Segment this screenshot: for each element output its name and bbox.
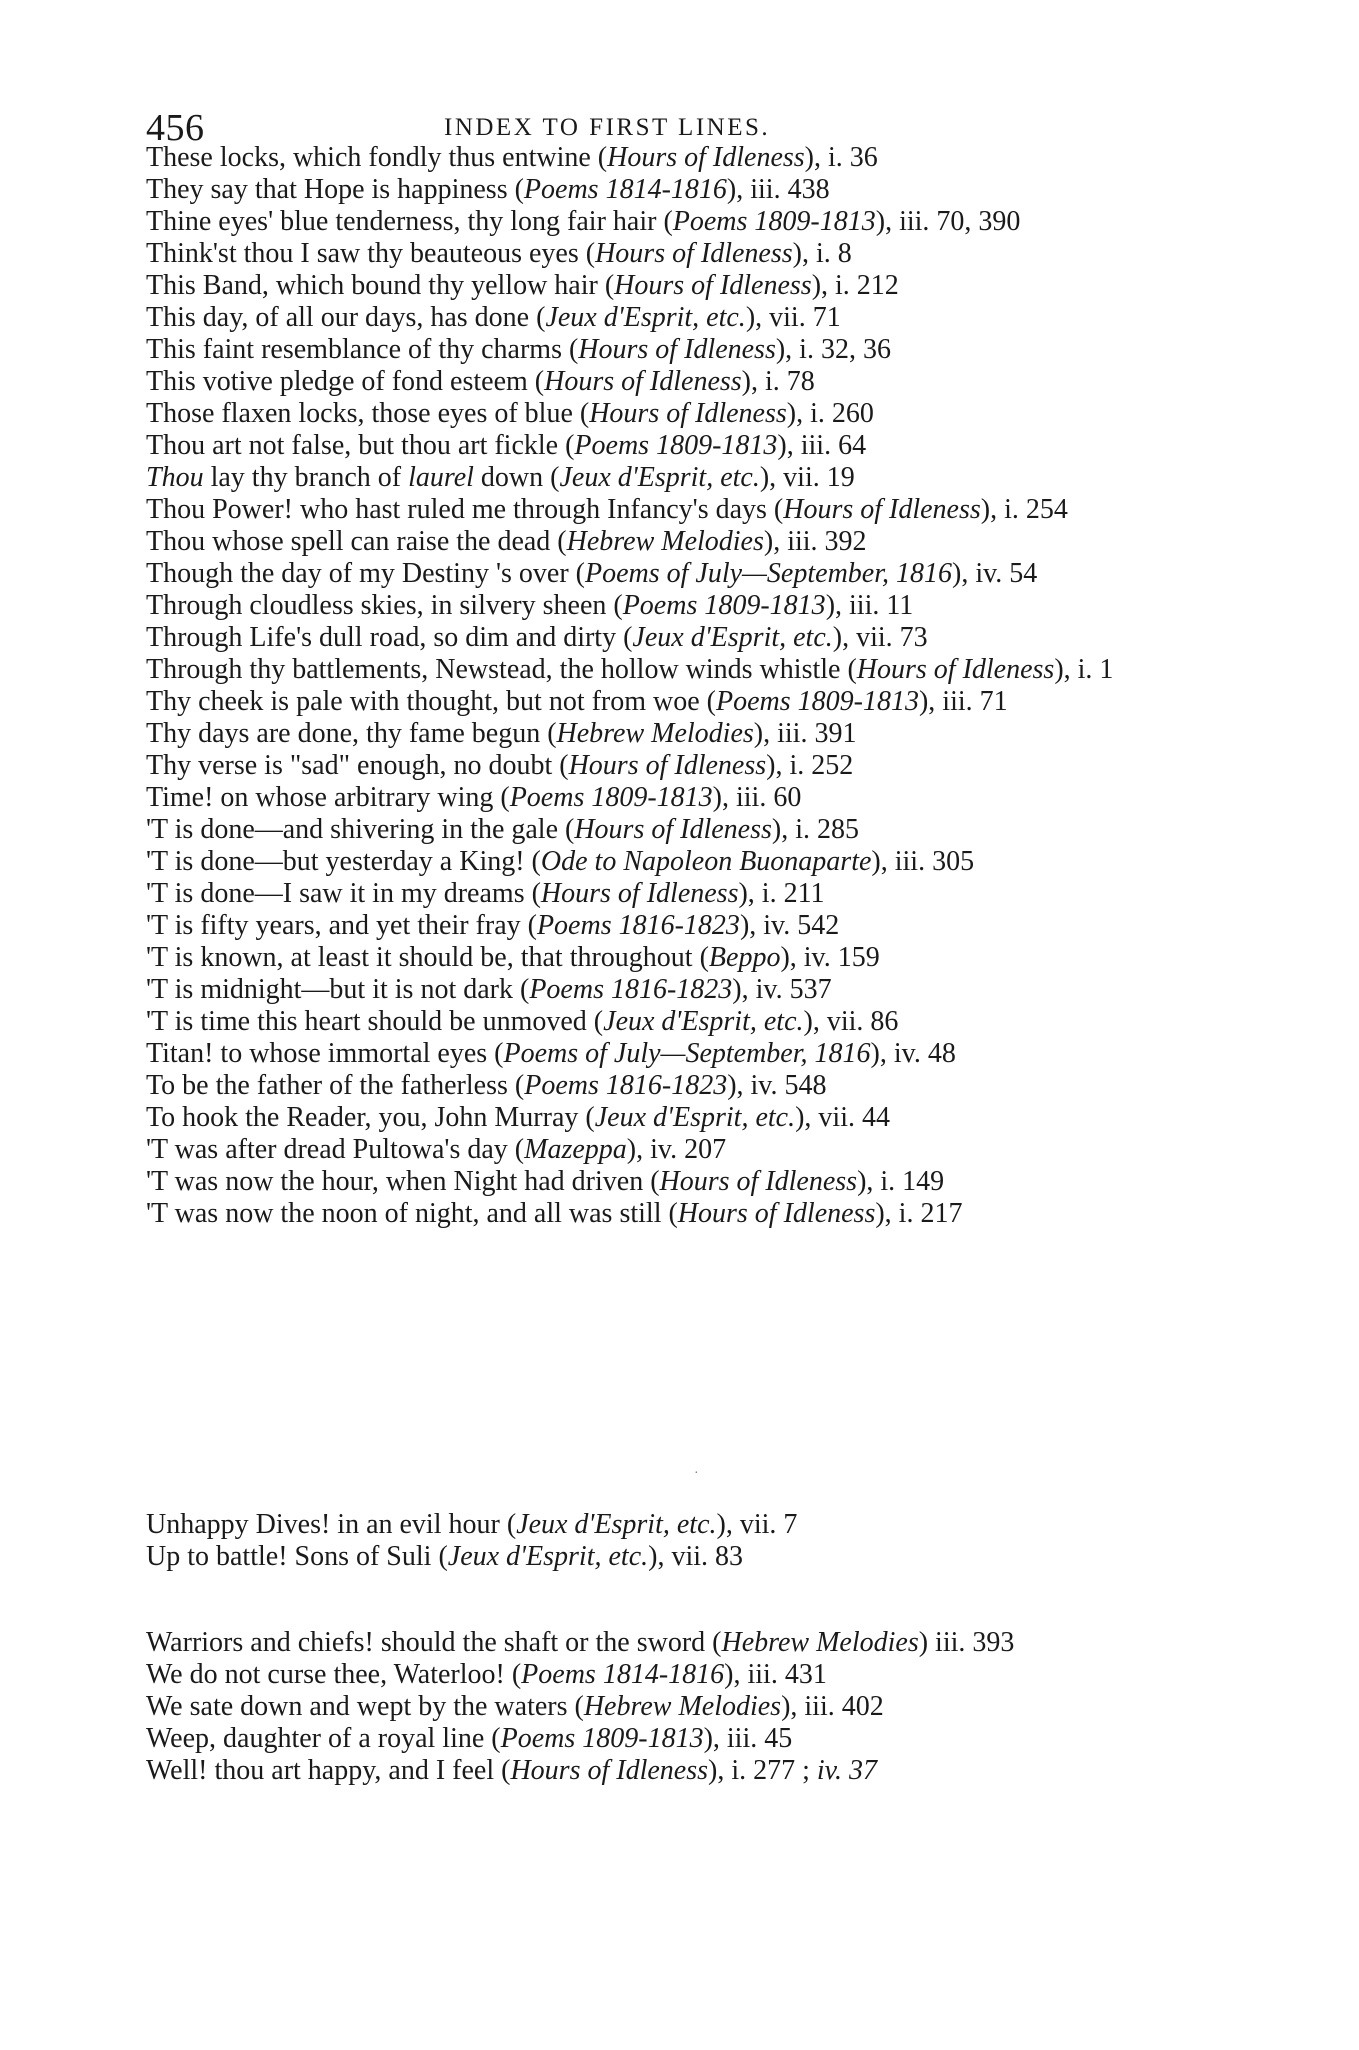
- entry-source: Poems 1809-1813: [716, 686, 919, 717]
- entry-reference: ) iii. 393: [918, 1627, 1015, 1658]
- running-title: INDEX TO FIRST LINES.: [444, 114, 771, 141]
- entry-source: Jeux d'Esprit, etc.: [516, 1509, 717, 1540]
- entry-source: Poems 1816-1823: [524, 1070, 728, 1101]
- entry-first-line: 'T is done—and shivering in the gale (: [146, 814, 575, 845]
- entry-first-line: 'T was now the noon of night, and all was still (: [146, 1198, 678, 1229]
- index-entry: [146, 1166, 1186, 1198]
- entry-reference: ), iv. 548: [727, 1070, 827, 1101]
- entry-reference: ), iii. 305: [871, 846, 975, 877]
- index-entry: [146, 782, 1186, 814]
- entry-reference: ), iii. 11: [825, 590, 914, 621]
- entry-source: Hours of Idleness: [783, 494, 981, 525]
- section-separator-dot: ·: [694, 1466, 699, 1481]
- index-entry: [146, 558, 1186, 590]
- entry-first-line: We do not curse thee, Waterloo! (: [146, 1659, 522, 1690]
- index-entry: [146, 1070, 1186, 1102]
- entry-reference: ), i. 277 ;: [708, 1755, 817, 1786]
- entry-first-line: This Band, which bound thy yellow hair (: [146, 270, 615, 301]
- entry-reference: ), i. 1: [1054, 654, 1114, 685]
- entry-first-line: They say that Hope is happiness (: [146, 174, 524, 205]
- entry-reference: ), iii. 392: [763, 526, 867, 557]
- entry-source: Hours of Idleness: [607, 142, 805, 173]
- entry-first-line: This votive pledge of fond esteem (: [146, 366, 545, 397]
- entry-first-line: This faint resemblance of thy charms (: [146, 334, 579, 365]
- entry-reference: ), i. 149: [857, 1166, 945, 1197]
- entry-source: Poems of July—September, 1816: [584, 558, 953, 589]
- entry-first-line: 'T is known, at least it should be, that throughout (: [146, 942, 709, 973]
- entry-reference: ), i. 212: [811, 270, 899, 301]
- entry-reference: ), i. 285: [771, 814, 859, 845]
- entry-source: Hours of Idleness: [540, 878, 739, 909]
- index-entry: [146, 1723, 1186, 1755]
- entry-first-line: Weep, daughter of a royal line (: [146, 1723, 501, 1754]
- entry-first-line: Thou Power! who hast ruled me through Infancy's days (: [146, 494, 784, 525]
- index-entry: [146, 1509, 1186, 1541]
- index-entry: [146, 1755, 1186, 1787]
- entry-reference: ), iii. 438: [726, 174, 830, 205]
- entry-source: Poems 1814-1816: [523, 174, 727, 205]
- entry-first-line: 'T is time this heart should be unmoved (: [146, 1006, 604, 1037]
- index-entry: [146, 1102, 1186, 1134]
- entry-first-line: Though the day of my Destiny 's over (: [146, 558, 585, 589]
- entry-first-line: Thine eyes' blue tenderness, thy long fair hair (: [146, 206, 673, 237]
- entry-reference: ), iv. 537: [732, 974, 832, 1005]
- entry-first-line: Titan! to whose immortal eyes (: [146, 1038, 504, 1069]
- entry-reference: ), vii. 73: [832, 622, 928, 653]
- entry-first-line: Unhappy Dives! in an evil hour (: [146, 1509, 517, 1540]
- index-entry: [146, 910, 1186, 942]
- index-entry: [146, 1006, 1186, 1038]
- index-entry: [146, 1038, 1186, 1070]
- entry-first-line: Time! on whose arbitrary wing (: [146, 782, 510, 813]
- page-number: 456: [146, 107, 205, 149]
- entry-reference: ), vii. 86: [803, 1006, 899, 1037]
- entry-reference: ), iv. 207: [626, 1134, 727, 1165]
- entry-reference: ), i. 260: [786, 398, 874, 429]
- entry-reference: ), iii. 402: [781, 1691, 884, 1722]
- index-entry: [146, 1691, 1186, 1723]
- entry-reference: ), iv. 542: [739, 910, 840, 941]
- entry-source: Hours of Idleness: [856, 654, 1055, 685]
- entry-first-line: This day, of all our days, has done (: [146, 302, 546, 333]
- entry-reference: ), iv. 159: [780, 942, 880, 973]
- index-entry: [146, 270, 1186, 302]
- entry-reference: ), vii. 7: [716, 1509, 798, 1540]
- entry-source: Jeux d'Esprit, etc.: [447, 1541, 649, 1572]
- index-section-w: [146, 1627, 1186, 1787]
- index-entry: [146, 142, 1186, 174]
- index-entry: [146, 622, 1186, 654]
- entry-source: Hours of Idleness: [544, 366, 742, 397]
- entry-first-line: These locks, which fondly thus entwine (: [146, 142, 608, 173]
- entry-first-line: Thou art not false, but thou art fickle (: [146, 430, 575, 461]
- entry-first-line: 'T was after dread Pultowa's day (: [146, 1134, 525, 1165]
- entry-reference: ), vii. 19: [759, 462, 855, 493]
- entry-source: Hours of Idleness: [568, 750, 767, 781]
- index-entry: [146, 366, 1186, 398]
- index-entry: [146, 718, 1186, 750]
- index-entry: [146, 814, 1186, 846]
- index-entry: [146, 590, 1186, 622]
- entry-source: Poems of July—September, 1816: [503, 1038, 871, 1069]
- index-entry: [146, 302, 1186, 334]
- entry-source: Poems 1809-1813: [622, 590, 826, 621]
- index-entry: [146, 462, 1186, 494]
- entry-source: Hebrew Melodies: [721, 1627, 919, 1658]
- entry-first-line: Through thy battlements, Newstead, the hollow winds whistle (: [146, 654, 857, 685]
- entry-first-line: Up to battle! Sons of Suli (: [146, 1541, 448, 1572]
- index-entry: [146, 206, 1186, 238]
- entry-first-line: Thy verse is "sad" enough, no doubt (: [146, 750, 569, 781]
- index-entry: [146, 334, 1186, 366]
- entry-first-line: 'T is done—but yesterday a King! (: [146, 846, 541, 877]
- index-entry: [146, 430, 1186, 462]
- entry-source: Mazeppa: [524, 1134, 627, 1165]
- entry-source: Hours of Idleness: [677, 1198, 876, 1229]
- entry-first-line: To be the father of the fatherless (: [146, 1070, 525, 1101]
- entry-source: Hours of Idleness: [574, 814, 772, 845]
- entry-reference: ), vii. 83: [648, 1541, 744, 1572]
- index-section-t: [146, 142, 1186, 1230]
- entry-first-line: 'T is fifty years, and yet their fray (: [146, 910, 537, 941]
- entry-source: Hours of Idleness: [659, 1166, 858, 1197]
- entry-source: Poems 1809-1813: [509, 782, 713, 813]
- entry-reference: ), iv. 54: [952, 558, 1038, 589]
- entry-reference: ), i. 32, 36: [775, 334, 891, 365]
- entry-first-line: lay thy branch of: [203, 462, 409, 493]
- index-entry: [146, 654, 1186, 686]
- entry-first-line: 'T is midnight—but it is not dark (: [146, 974, 530, 1005]
- entry-reference: ), iii. 431: [724, 1659, 827, 1690]
- entry-reference: ), iii. 70, 390: [875, 206, 1021, 237]
- index-entry: [146, 1134, 1186, 1166]
- index-entry: [146, 878, 1186, 910]
- entry-reference: ), i. 252: [766, 750, 854, 781]
- entry-first-line-italic: Thou: [146, 462, 204, 493]
- entry-source: Jeux d'Esprit, etc.: [632, 622, 833, 653]
- entry-reference: ), vii. 44: [795, 1102, 890, 1133]
- entry-reference: ), iii. 45: [703, 1723, 793, 1754]
- entry-source: Hours of Idleness: [595, 238, 793, 269]
- entry-source: Poems 1809-1813: [574, 430, 778, 461]
- entry-reference: ), iii. 64: [777, 430, 867, 461]
- entry-first-line: We sate down and wept by the waters (: [146, 1691, 584, 1722]
- index-entry: [146, 846, 1186, 878]
- index-entry: [146, 1659, 1186, 1691]
- entry-source: Poems 1816-1823: [529, 974, 733, 1005]
- entry-first-line: Well! thou art happy, and I feel (: [146, 1755, 511, 1786]
- entry-first-line: Those flaxen locks, those eyes of blue (: [146, 398, 590, 429]
- index-entry: [146, 750, 1186, 782]
- entry-first-line: Through cloudless skies, in silvery sheen (: [146, 590, 623, 621]
- entry-reference-italic: iv. 37: [816, 1755, 878, 1786]
- index-entry: [146, 974, 1186, 1006]
- entry-reference: ), i. 217: [875, 1198, 963, 1229]
- entry-source: Hours of Idleness: [578, 334, 776, 365]
- entry-source: Jeux d'Esprit, etc.: [603, 1006, 804, 1037]
- entry-source: Ode to Napoleon Buonaparte: [540, 846, 872, 877]
- index-entry: [146, 494, 1186, 526]
- entry-source: Poems 1809-1813: [500, 1723, 704, 1754]
- index-entry: [146, 942, 1186, 974]
- entry-source: Hours of Idleness: [589, 398, 787, 429]
- index-entry: [146, 174, 1186, 206]
- entry-source: Beppo: [708, 942, 781, 973]
- index-entry: [146, 1198, 1186, 1230]
- entry-reference: ), vii. 71: [745, 302, 841, 333]
- entry-first-line: down (: [473, 462, 560, 493]
- entry-first-line: Thou whose spell can raise the dead (: [146, 526, 567, 557]
- entry-first-line: 'T was now the hour, when Night had driven (: [146, 1166, 660, 1197]
- entry-reference: ), iii. 60: [712, 782, 802, 813]
- index-entry: [146, 686, 1186, 718]
- entry-reference: ), iii. 391: [753, 718, 857, 749]
- index-entry: [146, 526, 1186, 558]
- index-entry: [146, 238, 1186, 270]
- entry-first-line: Thy cheek is pale with thought, but not from woe (: [146, 686, 716, 717]
- entry-source: Jeux d'Esprit, etc.: [545, 302, 746, 333]
- entry-first-line: To hook the Reader, you, John Murray (: [146, 1102, 595, 1133]
- entry-source: Hebrew Melodies: [566, 526, 764, 557]
- entry-source: Hebrew Melodies: [583, 1691, 782, 1722]
- entry-reference: ), i. 8: [792, 238, 852, 269]
- entry-first-line: 'T is done—I saw it in my dreams (: [146, 878, 541, 909]
- entry-source: Poems 1816-1823: [536, 910, 740, 941]
- entry-first-line: Think'st thou I saw thy beauteous eyes (: [146, 238, 596, 269]
- entry-first-line: Warriors and chiefs! should the shaft or the sword (: [146, 1627, 722, 1658]
- entry-source: Jeux d'Esprit, etc.: [559, 462, 760, 493]
- entry-source: Poems 1814-1816: [521, 1659, 725, 1690]
- entry-source: Hebrew Melodies: [556, 718, 754, 749]
- entry-source: Jeux d'Esprit, etc.: [594, 1102, 796, 1133]
- entry-reference: ), i. 36: [804, 142, 878, 173]
- index-entry: [146, 398, 1186, 430]
- index-entry: [146, 1627, 1186, 1659]
- entry-reference: ), i. 211: [738, 878, 825, 909]
- entry-reference: ), iii. 71: [918, 686, 1008, 717]
- entry-first-line: Through Life's dull road, so dim and dirty (: [146, 622, 633, 653]
- index-section-u: [146, 1509, 1186, 1573]
- entry-source: Poems 1809-1813: [672, 206, 876, 237]
- entry-first-line-italic: laurel: [408, 462, 474, 493]
- entry-source: Hours of Idleness: [510, 1755, 708, 1786]
- entry-reference: ), i. 78: [741, 366, 815, 397]
- entry-first-line: Thy days are done, thy fame begun (: [146, 718, 557, 749]
- entry-source: Hours of Idleness: [614, 270, 812, 301]
- entry-reference: ), i. 254: [980, 494, 1068, 525]
- index-entry: [146, 1541, 1186, 1573]
- entry-reference: ), iv. 48: [870, 1038, 956, 1069]
